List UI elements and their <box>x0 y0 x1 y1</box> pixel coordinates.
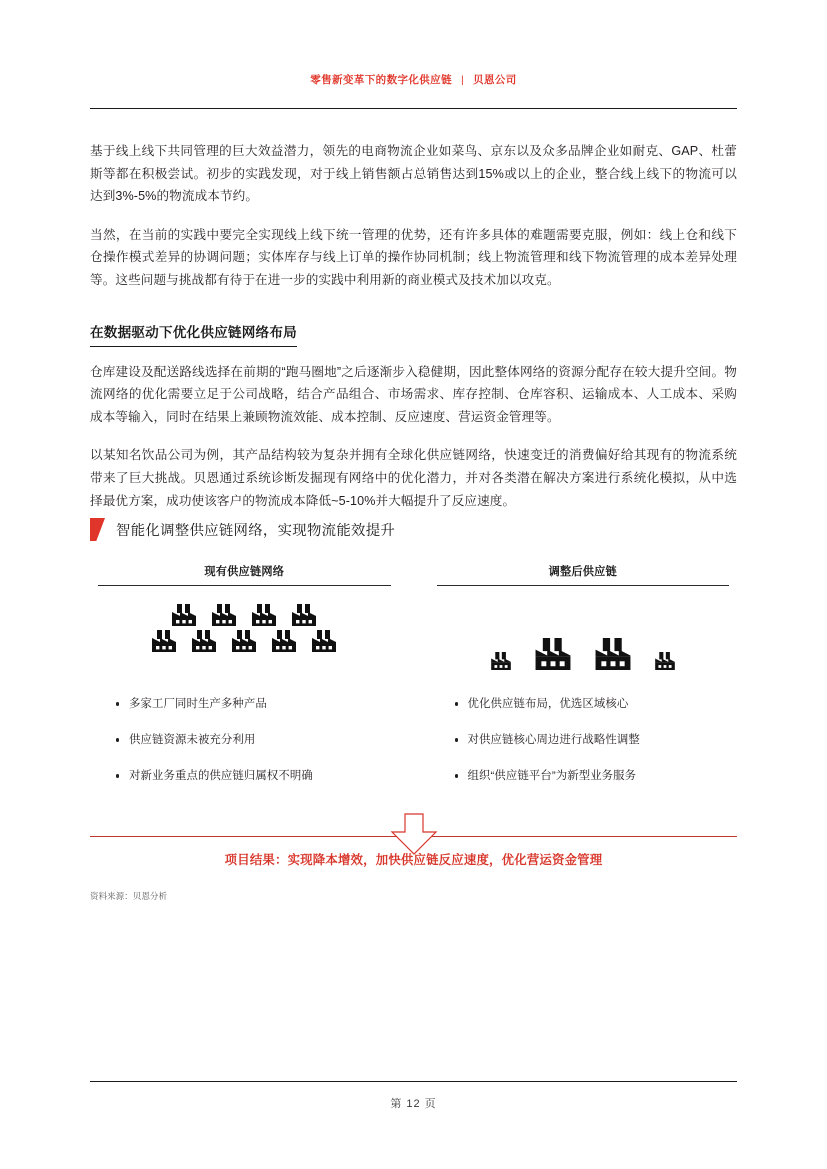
factory-icon <box>251 604 277 626</box>
header-divider <box>90 108 737 109</box>
factory-field-adjusted <box>437 604 730 682</box>
factory-row-adjusted <box>490 604 676 670</box>
paragraph-3: 仓库建设及配送路线选择在前期的“跑马圈地”之后逐渐步入稳健期，因此整体网络的资源分配存在较大提升空间。物流网络的优化需要立足于公司战略，结合产品组合、市场需求、库存控制、仓库容积、运输成本、人工成本、采购成本等输入，同时在结果上兼顾物流效能、成本控制、反应速度、营运资金管理等。 <box>90 364 737 424</box>
paragraph-1: 基于线上线下共同管理的巨大效益潜力，领先的电商物流企业如菜鸟、京东以及众多品牌企业如耐克、GAP、杜蕾斯等都在积极尝试。初步的实践发现，对于线上销售额占总销售达到15%或以上的企业，整合线上线下的物流可以达到3%-5%的物流成本节约。 <box>90 144 737 204</box>
exhibit <box>90 518 737 902</box>
running-header-company: 贝恩公司 <box>473 74 517 86</box>
factory-icon <box>211 604 237 626</box>
column-divider-current <box>98 585 391 586</box>
factory-icon <box>231 630 257 652</box>
exhibit-columns <box>90 563 737 784</box>
exhibit-column-adjusted <box>437 563 730 784</box>
bullet-list-adjusted <box>437 696 730 784</box>
running-header <box>90 72 737 87</box>
factory-icon <box>311 630 337 652</box>
column-heading-current: 现有供应链网络 <box>204 566 285 578</box>
factory-icon <box>271 630 297 652</box>
running-header-title: 零售新变革下的数字化供应链 <box>310 74 452 86</box>
flag-marker-icon <box>90 518 105 541</box>
factory-row-bottom <box>151 630 337 652</box>
list-item: 对新业务重点的供应链归属权不明确 <box>116 768 391 784</box>
section-heading-wrap <box>90 308 737 361</box>
factory-icon <box>490 652 512 670</box>
factory-row-top <box>171 604 317 626</box>
factory-icon <box>594 638 632 670</box>
result-band <box>90 810 737 876</box>
exhibit-title-text: 智能化调整供应链网络，实现物流能效提升 <box>116 523 396 539</box>
list-item: 多家工厂同时生产多种产品 <box>116 696 391 712</box>
list-item: 对供应链核心周边进行战略性调整 <box>455 732 730 748</box>
footer-divider <box>90 1081 737 1082</box>
factory-icon <box>291 604 317 626</box>
paragraph-2: 当然，在当前的实践中要完全实现线上线下统一管理的优势，还有许多具体的难题需要克服，例如：线上仓和线下仓操作模式差异的协调问题；实体库存与线上订单的操作协同机制；线上物流管理和线下物流管理的成本差异处理等。这些问题与挑战都有待于在进一步的实践中利用新的商业模式及技术加以攻克。 <box>90 227 737 287</box>
exhibit-column-current <box>98 563 391 784</box>
body-content <box>90 140 737 528</box>
list-item: 供应链资源未被充分利用 <box>116 732 391 748</box>
column-heading-adjusted: 调整后供应链 <box>548 566 617 578</box>
factory-icon <box>654 652 676 670</box>
paragraph-4: 以某知名饮品公司为例，其产品结构较为复杂并拥有全球化供应链网络，快速变迁的消费偏好给其现有的物流系统带来了巨大挑战。贝恩通过系统诊断发掘现有网络中的优化潜力，并对各类潜在解决方案进行系统化模拟，从中选择最优方案，成功使该客户的物流成本降低~5-10%并大幅提升了反应速度。 <box>90 448 737 508</box>
bullet-list-current <box>98 696 391 784</box>
factory-field-current <box>98 604 391 682</box>
list-item: 组织“供应链平台”为新型业务服务 <box>455 768 730 784</box>
page-number: 第 12 页 <box>390 1098 437 1110</box>
source-note: 资料来源：贝恩分析 <box>90 891 168 902</box>
column-divider-adjusted <box>437 585 730 586</box>
factory-icon <box>171 604 197 626</box>
result-text: 项目结果：实现降本增效，加快供应链反应速度，优化营运资金管理 <box>224 853 603 868</box>
exhibit-title <box>90 518 737 541</box>
running-header-separator: | <box>460 74 465 86</box>
factory-icon <box>534 638 572 670</box>
factory-icon <box>191 630 217 652</box>
factory-icon <box>151 630 177 652</box>
section-heading: 在数据驱动下优化供应链网络布局 <box>90 322 297 347</box>
list-item: 优化供应链布局，优选区域核心 <box>455 696 730 712</box>
